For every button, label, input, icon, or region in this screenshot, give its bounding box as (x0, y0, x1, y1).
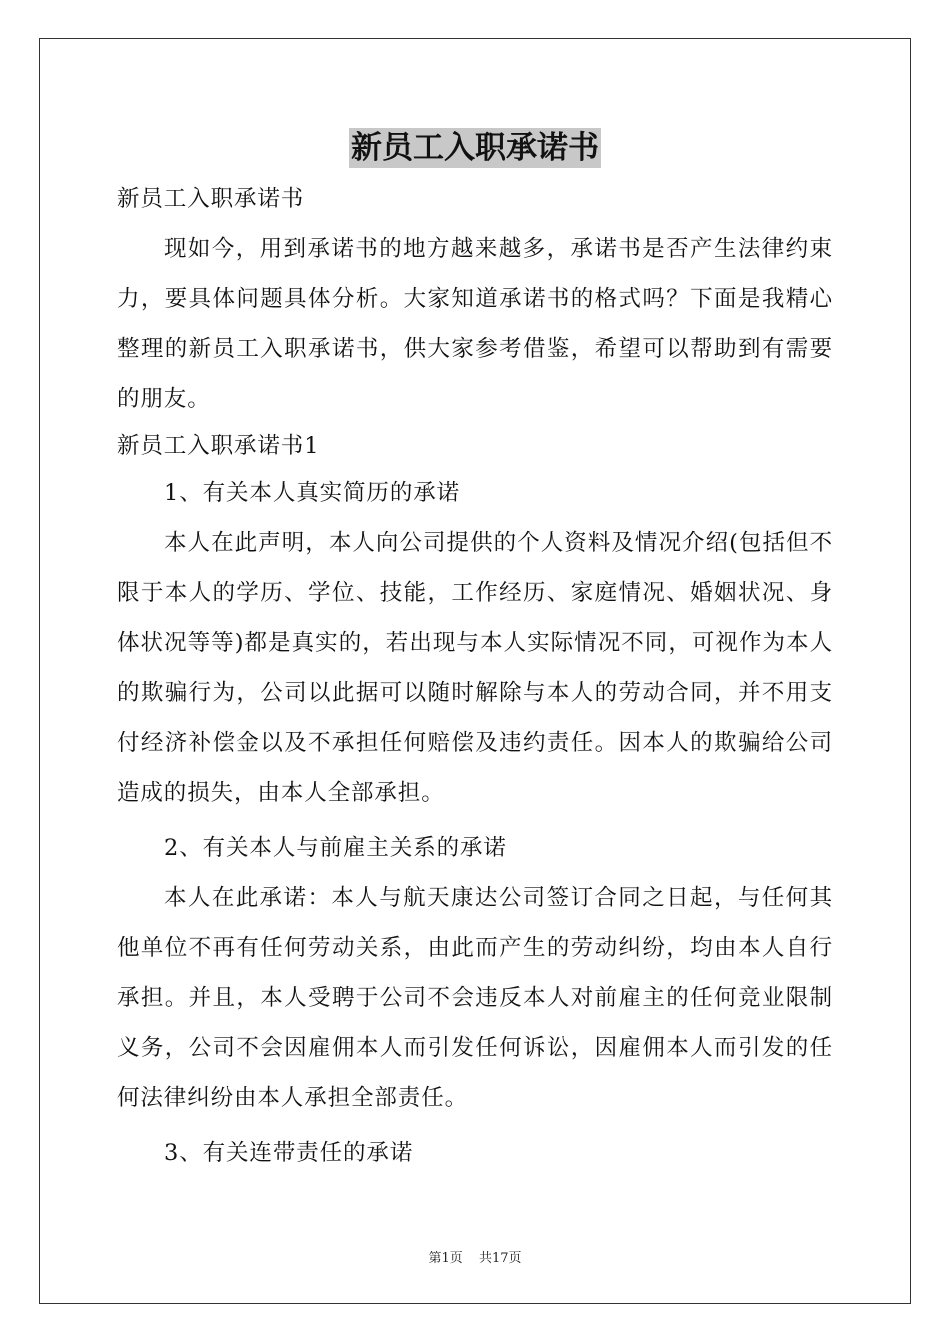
document-body (117, 177, 833, 1178)
document-subtitle: 新员工入职承诺书 (117, 186, 305, 212)
intro-paragraph: 现如今，用到承诺书的地方越来越多，承诺书是否产生法律约束力，要具体问题具体分析。大家知道承诺书的格式吗？下面是我精心整理的新员工入职承诺书，供大家参考借鉴，希望可以帮助到有需要的朋友。 (117, 236, 833, 412)
item-heading-1: 1、有关本人真实简历的承诺 (164, 480, 461, 506)
item-body-1: 本人在此声明，本人向公司提供的个人资料及情况介绍(包括但不限于本人的学历、学位、技能，工作经历、家庭情况、婚姻状况、身体状况等等)都是真实的，若出现与本人实际情况不同，可视作为本人的欺骗行为，公司以此据可以随时解除与本人的劳动合同，并不用支付经济补偿金以及不承担任何赔偿及违约责任。因本人的欺骗给公司造成的损失，由本人全部承担。 (117, 530, 833, 806)
title-wrap (0, 128, 950, 168)
section-title: 新员工入职承诺书1 (117, 433, 320, 459)
page-total: 共17页 (478, 1251, 522, 1266)
item-body-2: 本人在此承诺：本人与航天康达公司签订合同之日起，与任何其他单位不再有任何劳动关系，由此而产生的劳动纠纷，均由本人自行承担。并且，本人受聘于公司不会违反本人对前雇主的任何竞业限制义务，公司不会因雇佣本人而引发任何诉讼，因雇佣本人而引发的任何法律纠纷由本人承担全部责任。 (117, 885, 833, 1111)
page-footer (0, 1247, 950, 1266)
page-number: 第1页 (428, 1251, 463, 1266)
document-title: 新员工入职承诺书 (351, 130, 599, 166)
item-heading-3: 3、有关连带责任的承诺 (164, 1140, 414, 1166)
item-heading-2: 2、有关本人与前雇主关系的承诺 (164, 835, 507, 861)
